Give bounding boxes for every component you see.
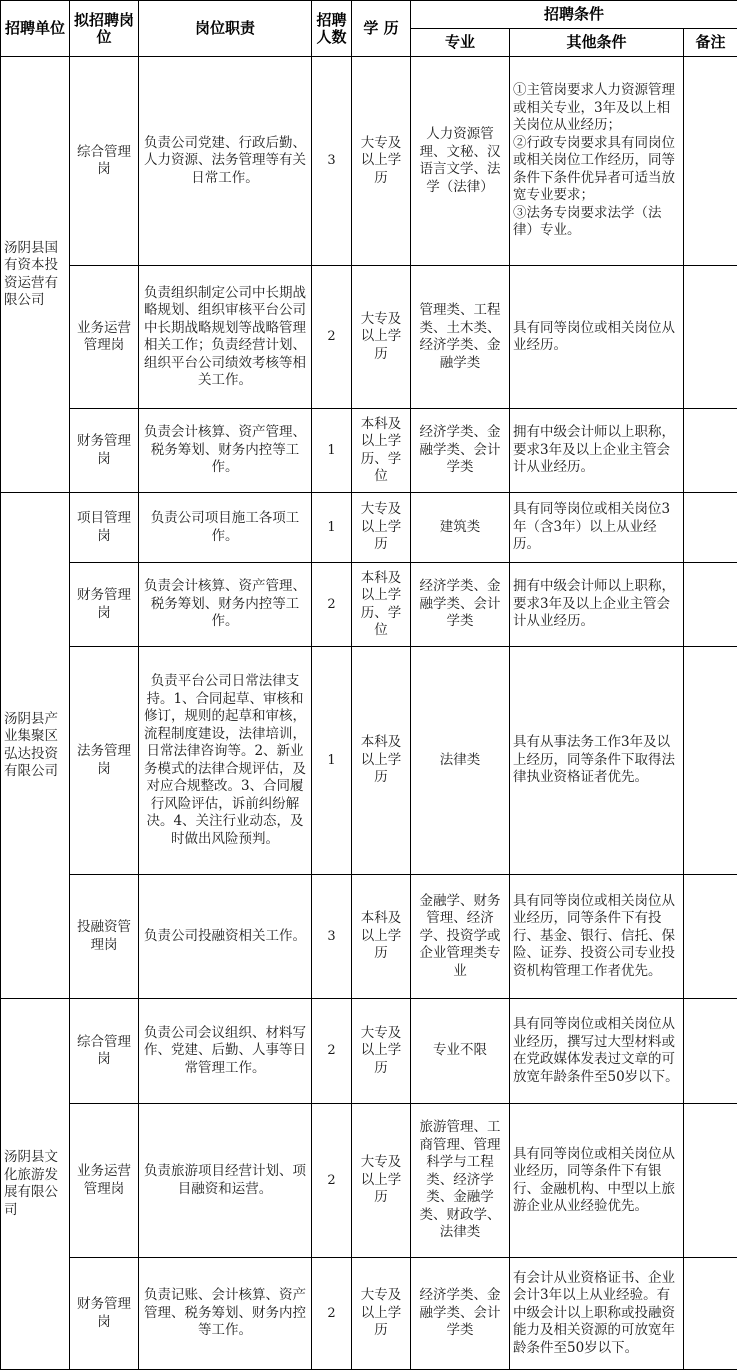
education-cell: 大专及以上学历 <box>352 999 411 1104</box>
position-cell: 业务运营管理岗 <box>70 266 139 409</box>
other-conditions-cell: 拥有中级会计师以上职称，要求3年及以上企业主管会计从业经历。 <box>510 409 684 493</box>
table-row <box>1 1104 737 1258</box>
unit-cell: 汤阴县产业集聚区弘达投资有限公司 <box>1 493 70 999</box>
header-other: 其他条件 <box>510 29 684 57</box>
education-cell: 大专及以上学历 <box>352 1258 411 1370</box>
header-major: 专业 <box>411 29 510 57</box>
other-conditions-cell: 具有同等岗位或相关岗位3年（含3年）以上从业经历。 <box>510 493 684 563</box>
count-cell: 3 <box>312 57 352 266</box>
count-cell: 2 <box>312 266 352 409</box>
header-count: 招聘人数 <box>312 1 352 57</box>
remark-cell <box>684 999 737 1104</box>
remark-cell <box>684 57 737 266</box>
duties-cell: 负责公司项目施工各项工作。 <box>139 493 312 563</box>
remark-cell <box>684 266 737 409</box>
remark-cell <box>684 563 737 647</box>
major-cell: 经济学类、金融学类、会计学类 <box>411 409 510 493</box>
count-cell: 1 <box>312 409 352 493</box>
position-cell: 综合管理岗 <box>70 999 139 1104</box>
other-conditions-cell: 具有同等岗位或相关岗位从业经历，撰写过大型材料或在党政媒体发表过文章的可放宽年龄条件至50岁以下。 <box>510 999 684 1104</box>
education-cell: 大专及以上学历 <box>352 493 411 563</box>
table-row <box>1 493 737 563</box>
duties-cell: 负责公司党建、行政后勤、人力资源、法务管理等有关日常工作。 <box>139 57 312 266</box>
other-conditions-cell: ①主管岗要求人力资源管理或相关专业，3年及以上相关岗位从业经历； ②行政专岗要求具有同岗位或相关岗位工作经历，同等条件下条件优异者可适当放宽专业要求； ③法务专岗要求法学（法律）专业。 <box>510 57 684 266</box>
header-education: 学 历 <box>352 1 411 57</box>
header-duties: 岗位职责 <box>139 1 312 57</box>
other-conditions-cell: 具有同等岗位或相关岗位从业经历，同等条件下有银行、金融机构、中型以上旅游企业从业经验优先。 <box>510 1104 684 1258</box>
remark-cell <box>684 409 737 493</box>
header-remark: 备注 <box>684 29 737 57</box>
duties-cell: 负责会计核算、资产管理、税务筹划、财务内控等工作。 <box>139 409 312 493</box>
header-row-1 <box>1 1 737 29</box>
major-cell: 经济学类、金融学类、会计学类 <box>411 563 510 647</box>
major-cell: 建筑类 <box>411 493 510 563</box>
other-conditions-cell: 具有同等岗位或相关岗位从业经历，同等条件下有投行、基金、银行、信托、保险、证券、投资公司专业投资机构管理工作者优先。 <box>510 875 684 999</box>
education-cell: 本科及以上学历 <box>352 875 411 999</box>
major-cell: 金融学、财务管理、经济学、投资学或企业管理类专业 <box>411 875 510 999</box>
remark-cell <box>684 647 737 875</box>
major-cell: 人力资源管理、文秘、汉语言文学、法学（法律） <box>411 57 510 266</box>
education-cell: 本科及以上学历 <box>352 647 411 875</box>
other-conditions-cell: 具有从事法务工作3年及以上经历，同等条件下取得法律执业资格证者优先。 <box>510 647 684 875</box>
position-cell: 财务管理岗 <box>70 409 139 493</box>
education-cell: 本科及以上学历、学位 <box>352 563 411 647</box>
header-position: 拟招聘岗位 <box>70 1 139 57</box>
remark-cell <box>684 1258 737 1370</box>
major-cell: 旅游管理、工商管理、管理科学与工程类、经济学类、金融学类、财政学、法律类 <box>411 1104 510 1258</box>
remark-cell <box>684 1104 737 1258</box>
position-cell: 投融资管理岗 <box>70 875 139 999</box>
position-cell: 法务管理岗 <box>70 647 139 875</box>
education-cell: 大专及以上学历 <box>352 57 411 266</box>
duties-cell: 负责会计核算、资产管理、税务筹划、财务内控等工作。 <box>139 563 312 647</box>
major-cell: 管理类、工程类、土木类、经济学类、金融学类 <box>411 266 510 409</box>
duties-cell: 负责公司投融资相关工作。 <box>139 875 312 999</box>
position-cell: 综合管理岗 <box>70 57 139 266</box>
duties-cell: 负责组织制定公司中长期战略规划、组织审核平台公司中长期战略规划等战略管理相关工作；负责经营计划、组织平台公司绩效考核等相关工作。 <box>139 266 312 409</box>
position-cell: 财务管理岗 <box>70 563 139 647</box>
other-conditions-cell: 拥有中级会计师以上职称，要求3年及以上企业主管会计从业经历。 <box>510 563 684 647</box>
count-cell: 2 <box>312 563 352 647</box>
position-cell: 财务管理岗 <box>70 1258 139 1370</box>
major-cell: 专业不限 <box>411 999 510 1104</box>
duties-cell: 负责旅游项目经营计划、项目融资和运营。 <box>139 1104 312 1258</box>
header-conditions: 招聘条件 <box>411 1 737 29</box>
remark-cell <box>684 493 737 563</box>
major-cell: 法律类 <box>411 647 510 875</box>
table-row <box>1 999 737 1104</box>
table-row <box>1 647 737 875</box>
table-row <box>1 409 737 493</box>
education-cell: 本科及以上学历、学位 <box>352 409 411 493</box>
remark-cell <box>684 875 737 999</box>
count-cell: 2 <box>312 999 352 1104</box>
unit-cell: 汤阴县文化旅游发展有限公司 <box>1 999 70 1370</box>
count-cell: 1 <box>312 647 352 875</box>
table-row <box>1 1258 737 1370</box>
count-cell: 3 <box>312 875 352 999</box>
unit-cell: 汤阴县国有资本投资运营有限公司 <box>1 57 70 493</box>
major-cell: 经济学类、金融学类、会计学类 <box>411 1258 510 1370</box>
count-cell: 2 <box>312 1104 352 1258</box>
count-cell: 1 <box>312 493 352 563</box>
position-cell: 项目管理岗 <box>70 493 139 563</box>
position-cell: 业务运营管理岗 <box>70 1104 139 1258</box>
education-cell: 大专及以上学历 <box>352 1104 411 1258</box>
duties-cell: 负责平台公司日常法律支持。1、合同起草、审核和修订，规则的起草和审核，流程制度建设，法律培训，日常法律咨询等。2、新业务模式的法律合规评估，及对应合规整改。3、合同履行风险评估，诉前纠纷解决。4、关注行业动态，及时做出风险预判。 <box>139 647 312 875</box>
table-row <box>1 875 737 999</box>
education-cell: 大专及以上学历 <box>352 266 411 409</box>
header-unit: 招聘单位 <box>1 1 70 57</box>
duties-cell: 负责公司会议组织、材料写作、党建、后勤、人事等日常管理工作。 <box>139 999 312 1104</box>
table-row <box>1 563 737 647</box>
table-row <box>1 266 737 409</box>
count-cell: 2 <box>312 1258 352 1370</box>
duties-cell: 负责记账、会计核算、资产管理、税务筹划、财务内控等工作。 <box>139 1258 312 1370</box>
other-conditions-cell: 具有同等岗位或相关岗位从业经历。 <box>510 266 684 409</box>
table-row <box>1 57 737 266</box>
other-conditions-cell: 有会计从业资格证书、企业会计3年以上从业经验。有中级会计以上职称或投融资能力及相关资源的可放宽年龄条件至50岁以下。 <box>510 1258 684 1370</box>
